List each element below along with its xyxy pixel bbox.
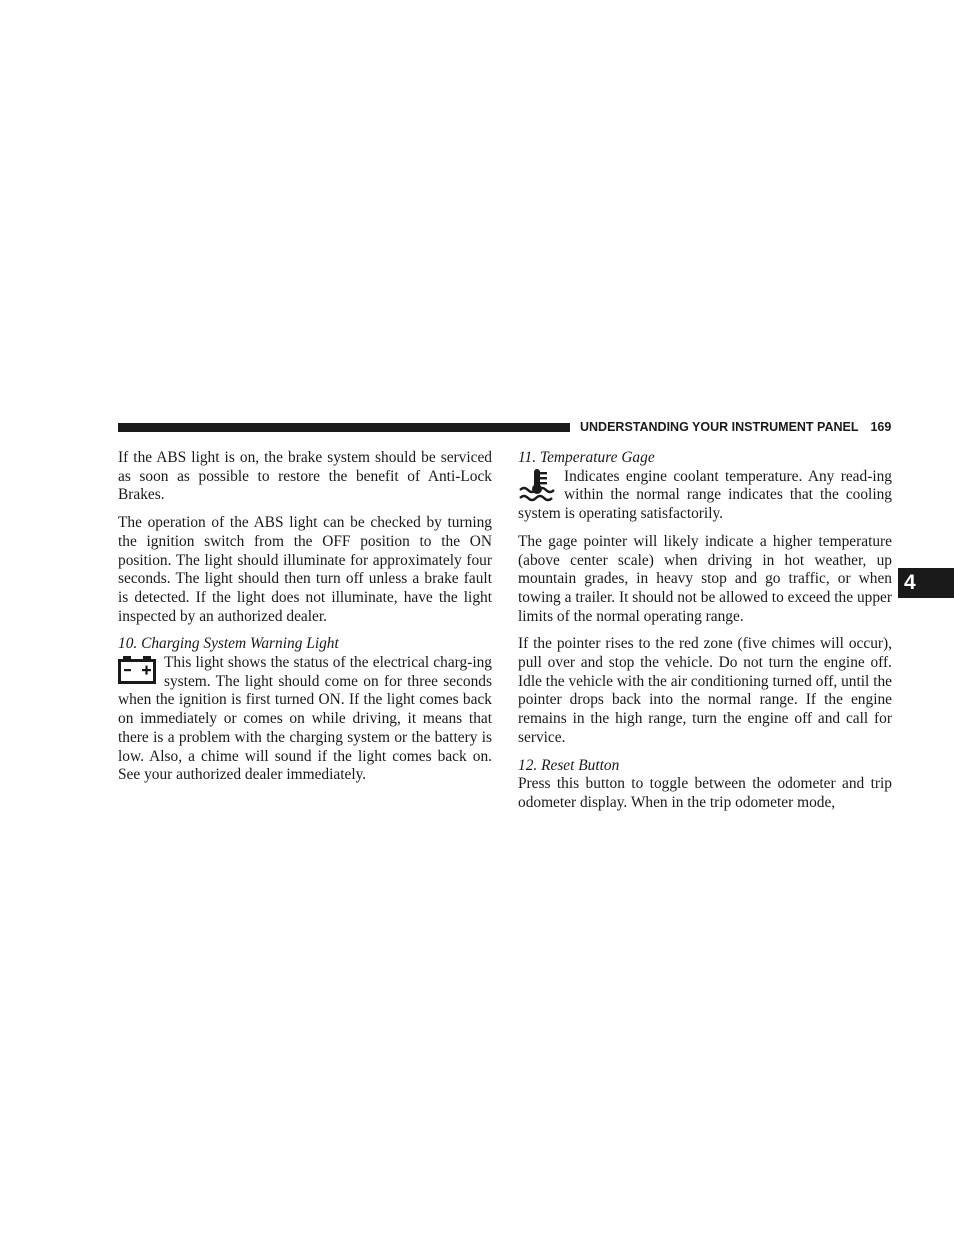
gage-pointer-paragraph: The gage pointer will likely indicate a higher temperature (above center scale) when driving in hot weather, up mountain grades, in heavy stop and go traffic, or when towing a trailer. It should not be allowed to exceed the upper limits of the normal operating range. [518,532,892,625]
left-column [118,449,492,794]
chapter-thumb-tab [898,568,954,598]
running-header [580,420,892,434]
charging-system-heading: 10. Charging System Warning Light [118,635,339,653]
header-title: UNDERSTANDING YOUR INSTRUMENT PANEL [580,420,859,434]
charging-system-block [118,654,492,794]
chapter-number: 4 [904,571,916,594]
right-column [518,449,892,822]
header-rule [118,423,570,432]
temperature-gage-text: Indicates engine coolant temperature. Any read-ing within the normal range indicates that the cooling system is operating satisfactorily. [518,467,892,523]
abs-check-paragraph: The operation of the ABS light can be checked by turning the ignition switch from the OFF position to the ON position. The light should illuminate for approximately four seconds. The light should then turn off unless a brake fault is detected. If the light does not illuminate, have the light inspected by an authorized dealer. [118,514,492,625]
charging-system-text: This light shows the status of the electrical charg-ing system. The light should come on for three seconds when the ignition is first turned ON. If the light comes back on immediately or comes on while driving, it means that there is a problem with the charging system or the battery is low. Also, a chime will sound if the light comes back on. See your authorized dealer immediately. [118,654,492,784]
battery-icon [118,656,156,684]
temperature-gage-heading: 11. Temperature Gage [518,449,655,466]
reset-button-heading: 12. Reset Button [518,756,620,774]
page-number: 169 [870,420,892,434]
coolant-temperature-icon [518,468,556,502]
reset-button-text: Press this button to toggle between the odometer and trip odometer display. When in the trip odometer mode, [518,775,892,811]
red-zone-paragraph: If the pointer rises to the red zone (five chimes will occur), pull over and stop the vehicle. Do not turn the engine off. Idle the vehicle with the air conditioning turned off, until the pointer drops back into the normal range. If the engine remains in the high range, turn the engine off and call for service. [518,635,892,746]
temperature-gage-block [518,468,892,533]
abs-service-paragraph: If the ABS light is on, the brake system should be serviced as soon as possible to restore the benefit of Anti-Lock Brakes. [118,449,492,504]
